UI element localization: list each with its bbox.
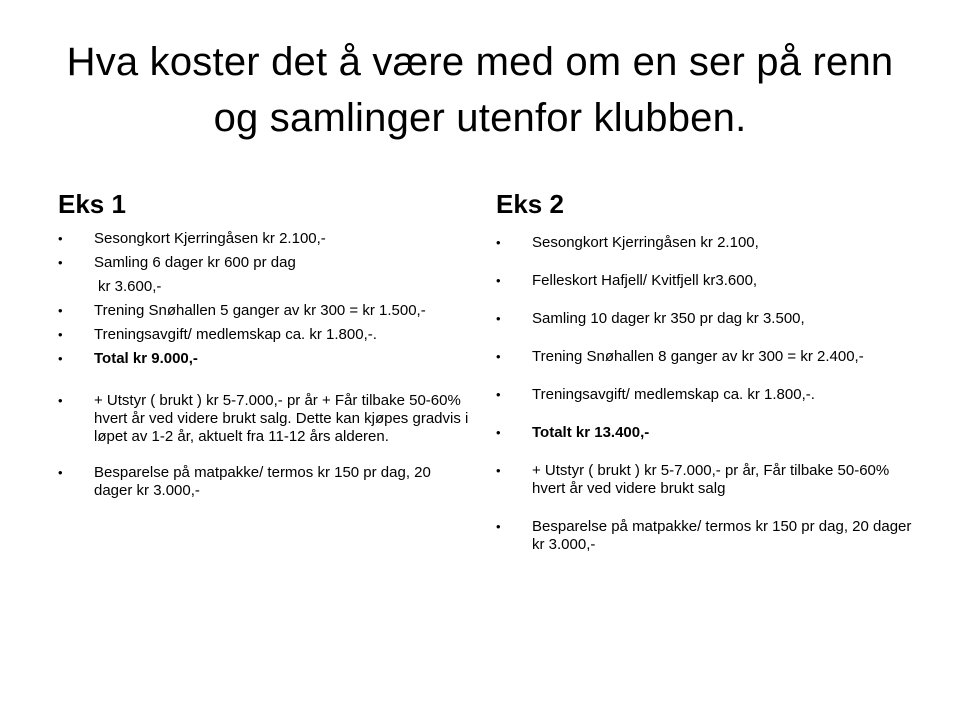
list-item-text: Treningsavgift/ medlemskap ca. kr 1.800,-. <box>532 386 815 403</box>
list-item-continuation <box>58 278 470 296</box>
example-2-list <box>496 234 912 554</box>
list-item <box>496 310 912 328</box>
list-item <box>58 392 470 446</box>
bullet-icon: • <box>58 351 63 366</box>
list-item-text: Sesongkort Kjerringåsen kr 2.100,- <box>94 230 326 247</box>
bullet-icon: • <box>496 387 501 402</box>
example-1-column <box>58 186 470 506</box>
bullet-icon: • <box>496 425 501 440</box>
bullet-icon: • <box>496 463 501 478</box>
list-item <box>58 302 470 320</box>
list-item <box>496 386 912 404</box>
bullet-icon: • <box>496 235 501 250</box>
list-item-text: Samling 10 dager kr 350 pr dag kr 3.500, <box>532 310 805 327</box>
list-item <box>496 272 912 290</box>
list-item-text: Trening Snøhallen 8 ganger av kr 300 = kr 2.400,- <box>532 348 864 365</box>
total-item <box>58 350 470 368</box>
list-item-text: Besparelse på matpakke/ termos kr 150 pr dag, 20 dager kr 3.000,- <box>94 464 431 499</box>
total-text: Totalt kr 13.400,- <box>532 424 650 441</box>
example-1-list <box>58 230 470 500</box>
list-item-text: Samling 6 dager kr 600 pr dag <box>94 254 296 271</box>
total-text: Total kr 9.000,- <box>94 350 198 367</box>
list-item-text: + Utstyr ( brukt ) kr 5-7.000,- pr år, Får tilbake 50-60% hvert år ved videre brukt salg <box>532 462 890 497</box>
list-item-text: Sesongkort Kjerringåsen kr 2.100, <box>532 234 759 251</box>
bullet-icon: • <box>496 311 501 326</box>
list-item-text: Treningsavgift/ medlemskap ca. kr 1.800,-. <box>94 326 377 343</box>
bullet-icon: • <box>58 231 63 246</box>
slide-title: Hva koster det å være med om en ser på renn og samlinger utenfor klubben. <box>66 40 894 140</box>
bullet-icon: • <box>58 327 63 342</box>
list-item <box>58 254 470 272</box>
list-item <box>496 348 912 366</box>
list-item-text: Trening Snøhallen 5 ganger av kr 300 = kr 1.500,- <box>94 302 426 319</box>
list-item <box>58 326 470 344</box>
bullet-icon: • <box>58 393 63 408</box>
bullet-icon: • <box>496 519 501 534</box>
example-2-heading: Eks 2 <box>496 189 564 219</box>
list-item-text: + Utstyr ( brukt ) kr 5-7.000,- pr år + Får tilbake 50-60% hvert år ved videre brukt salg. Dette kan kjøpes gradvis i løpet av 1-2 år, aktuelt fra 11-12 års alderen. <box>94 392 469 445</box>
list-item <box>58 464 470 500</box>
list-item-text: kr 3.600,- <box>98 278 162 295</box>
bullet-icon: • <box>58 465 63 480</box>
list-item <box>496 518 912 554</box>
total-item <box>496 424 912 442</box>
bullet-icon: • <box>58 255 63 270</box>
bullet-icon: • <box>496 349 501 364</box>
example-2-column <box>496 186 912 574</box>
list-item <box>496 462 912 498</box>
bullet-icon: • <box>496 273 501 288</box>
example-1-heading: Eks 1 <box>58 189 126 219</box>
list-item-text: Besparelse på matpakke/ termos kr 150 pr dag, 20 dager kr 3.000,- <box>532 518 912 553</box>
list-item <box>58 230 470 248</box>
bullet-icon: • <box>58 303 63 318</box>
list-item <box>496 234 912 252</box>
list-item-text: Felleskort Hafjell/ Kvitfjell kr3.600, <box>532 272 758 289</box>
